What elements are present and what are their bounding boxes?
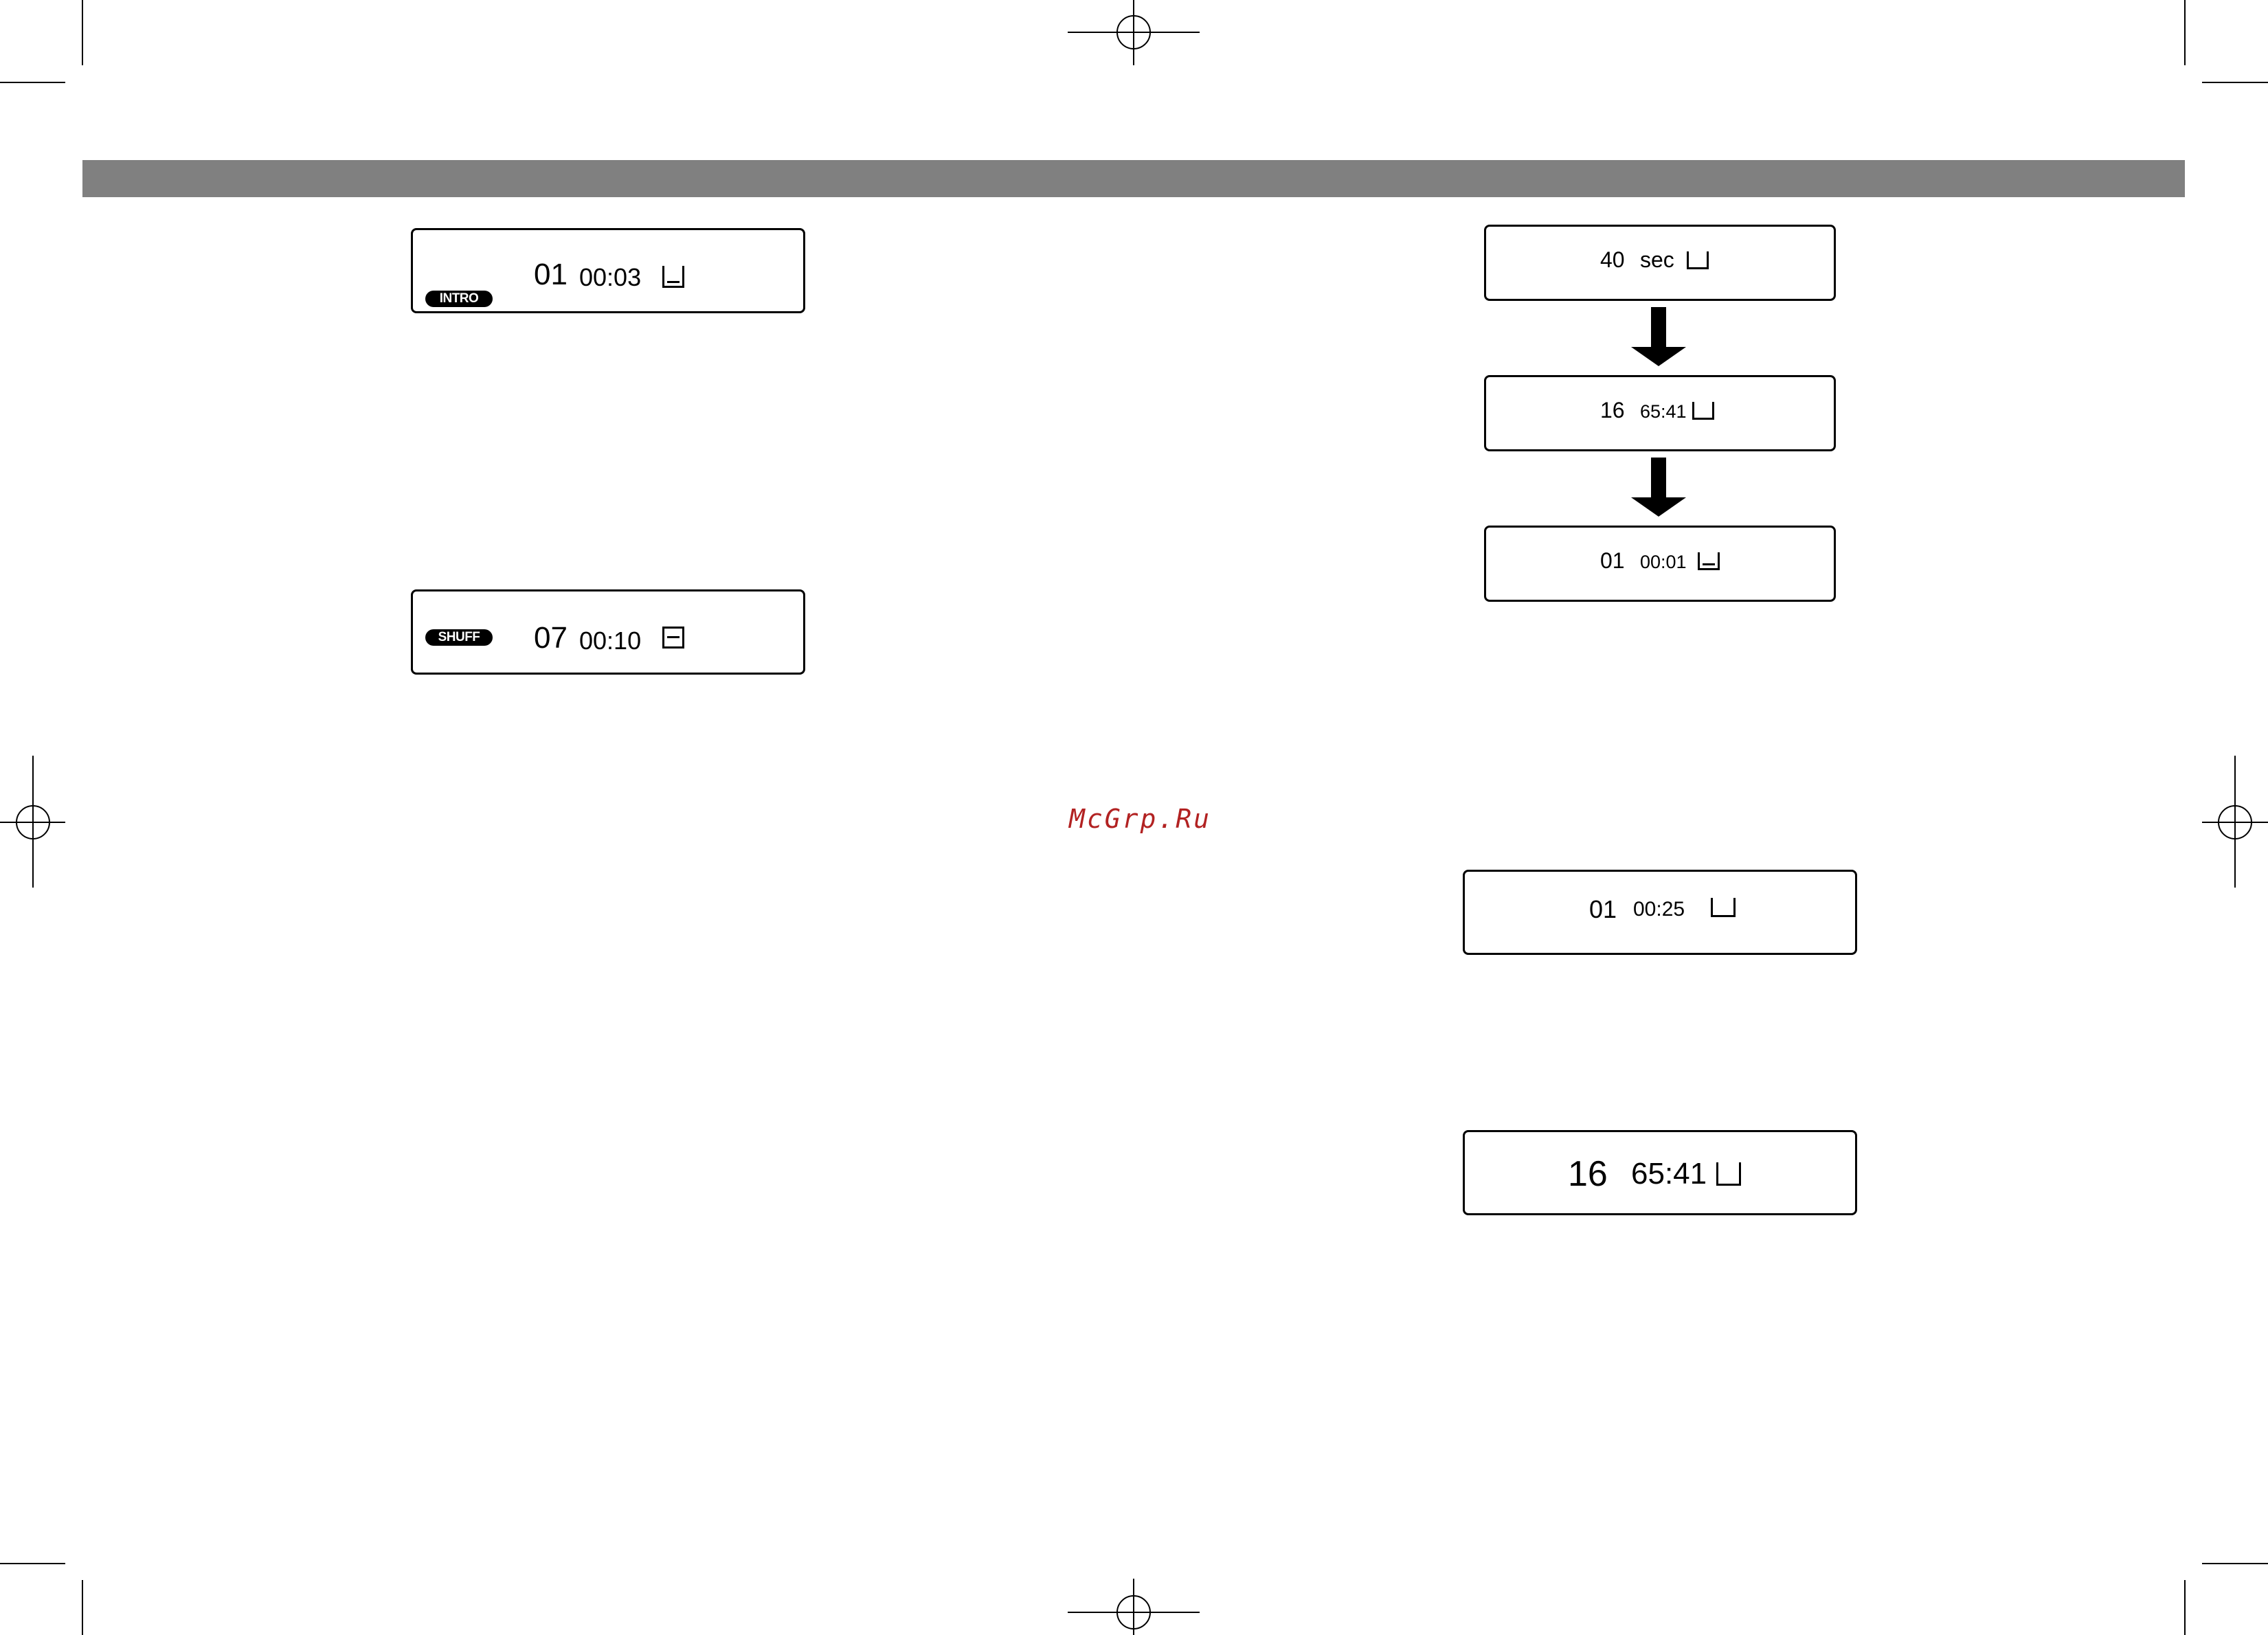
time-unit: sec <box>1640 247 1674 272</box>
track-number: 01 <box>1589 895 1617 923</box>
track-number: 01 <box>534 258 568 291</box>
disc-icon <box>1716 1162 1741 1186</box>
elapsed-time: 00:25 <box>1633 898 1685 921</box>
total-time: 65:41 <box>1631 1157 1707 1191</box>
registration-target-icon <box>1116 1595 1151 1630</box>
track-number: 07 <box>534 621 568 655</box>
registration-target-icon <box>1116 15 1151 49</box>
lcd-display-total <box>1463 1130 1857 1215</box>
track-number: 16 <box>1600 398 1625 422</box>
lcd-display-seq-2 <box>1484 375 1836 451</box>
watermark: McGrp.Ru <box>1069 804 1212 834</box>
elapsed-time: 00:03 <box>579 263 642 291</box>
track-number: 01 <box>1600 548 1625 573</box>
track-number: 16 <box>1568 1154 1608 1194</box>
disc-icon <box>1692 402 1714 420</box>
elapsed-time: 00:10 <box>579 627 642 655</box>
elapsed-time: 00:01 <box>1640 552 1687 572</box>
lcd-display-play <box>1463 870 1857 955</box>
total-time: 65:41 <box>1640 401 1687 422</box>
disc-icon <box>1711 898 1736 917</box>
disc-icon <box>1687 251 1709 269</box>
lcd-display-seq-1 <box>1484 225 1836 301</box>
time-value: 40 <box>1600 247 1625 272</box>
disc-icon <box>662 627 684 649</box>
disc-icon <box>662 266 684 288</box>
lcd-display-shuffle <box>411 589 805 675</box>
header-band <box>82 160 2185 197</box>
shuffle-badge: SHUFF <box>425 629 493 646</box>
registration-target-icon <box>2218 805 2252 839</box>
lcd-display-seq-3 <box>1484 526 1836 602</box>
intro-badge: INTRO <box>425 291 493 307</box>
disc-icon <box>1698 552 1720 570</box>
registration-target-icon <box>16 805 50 839</box>
lcd-display-intro <box>411 228 805 313</box>
